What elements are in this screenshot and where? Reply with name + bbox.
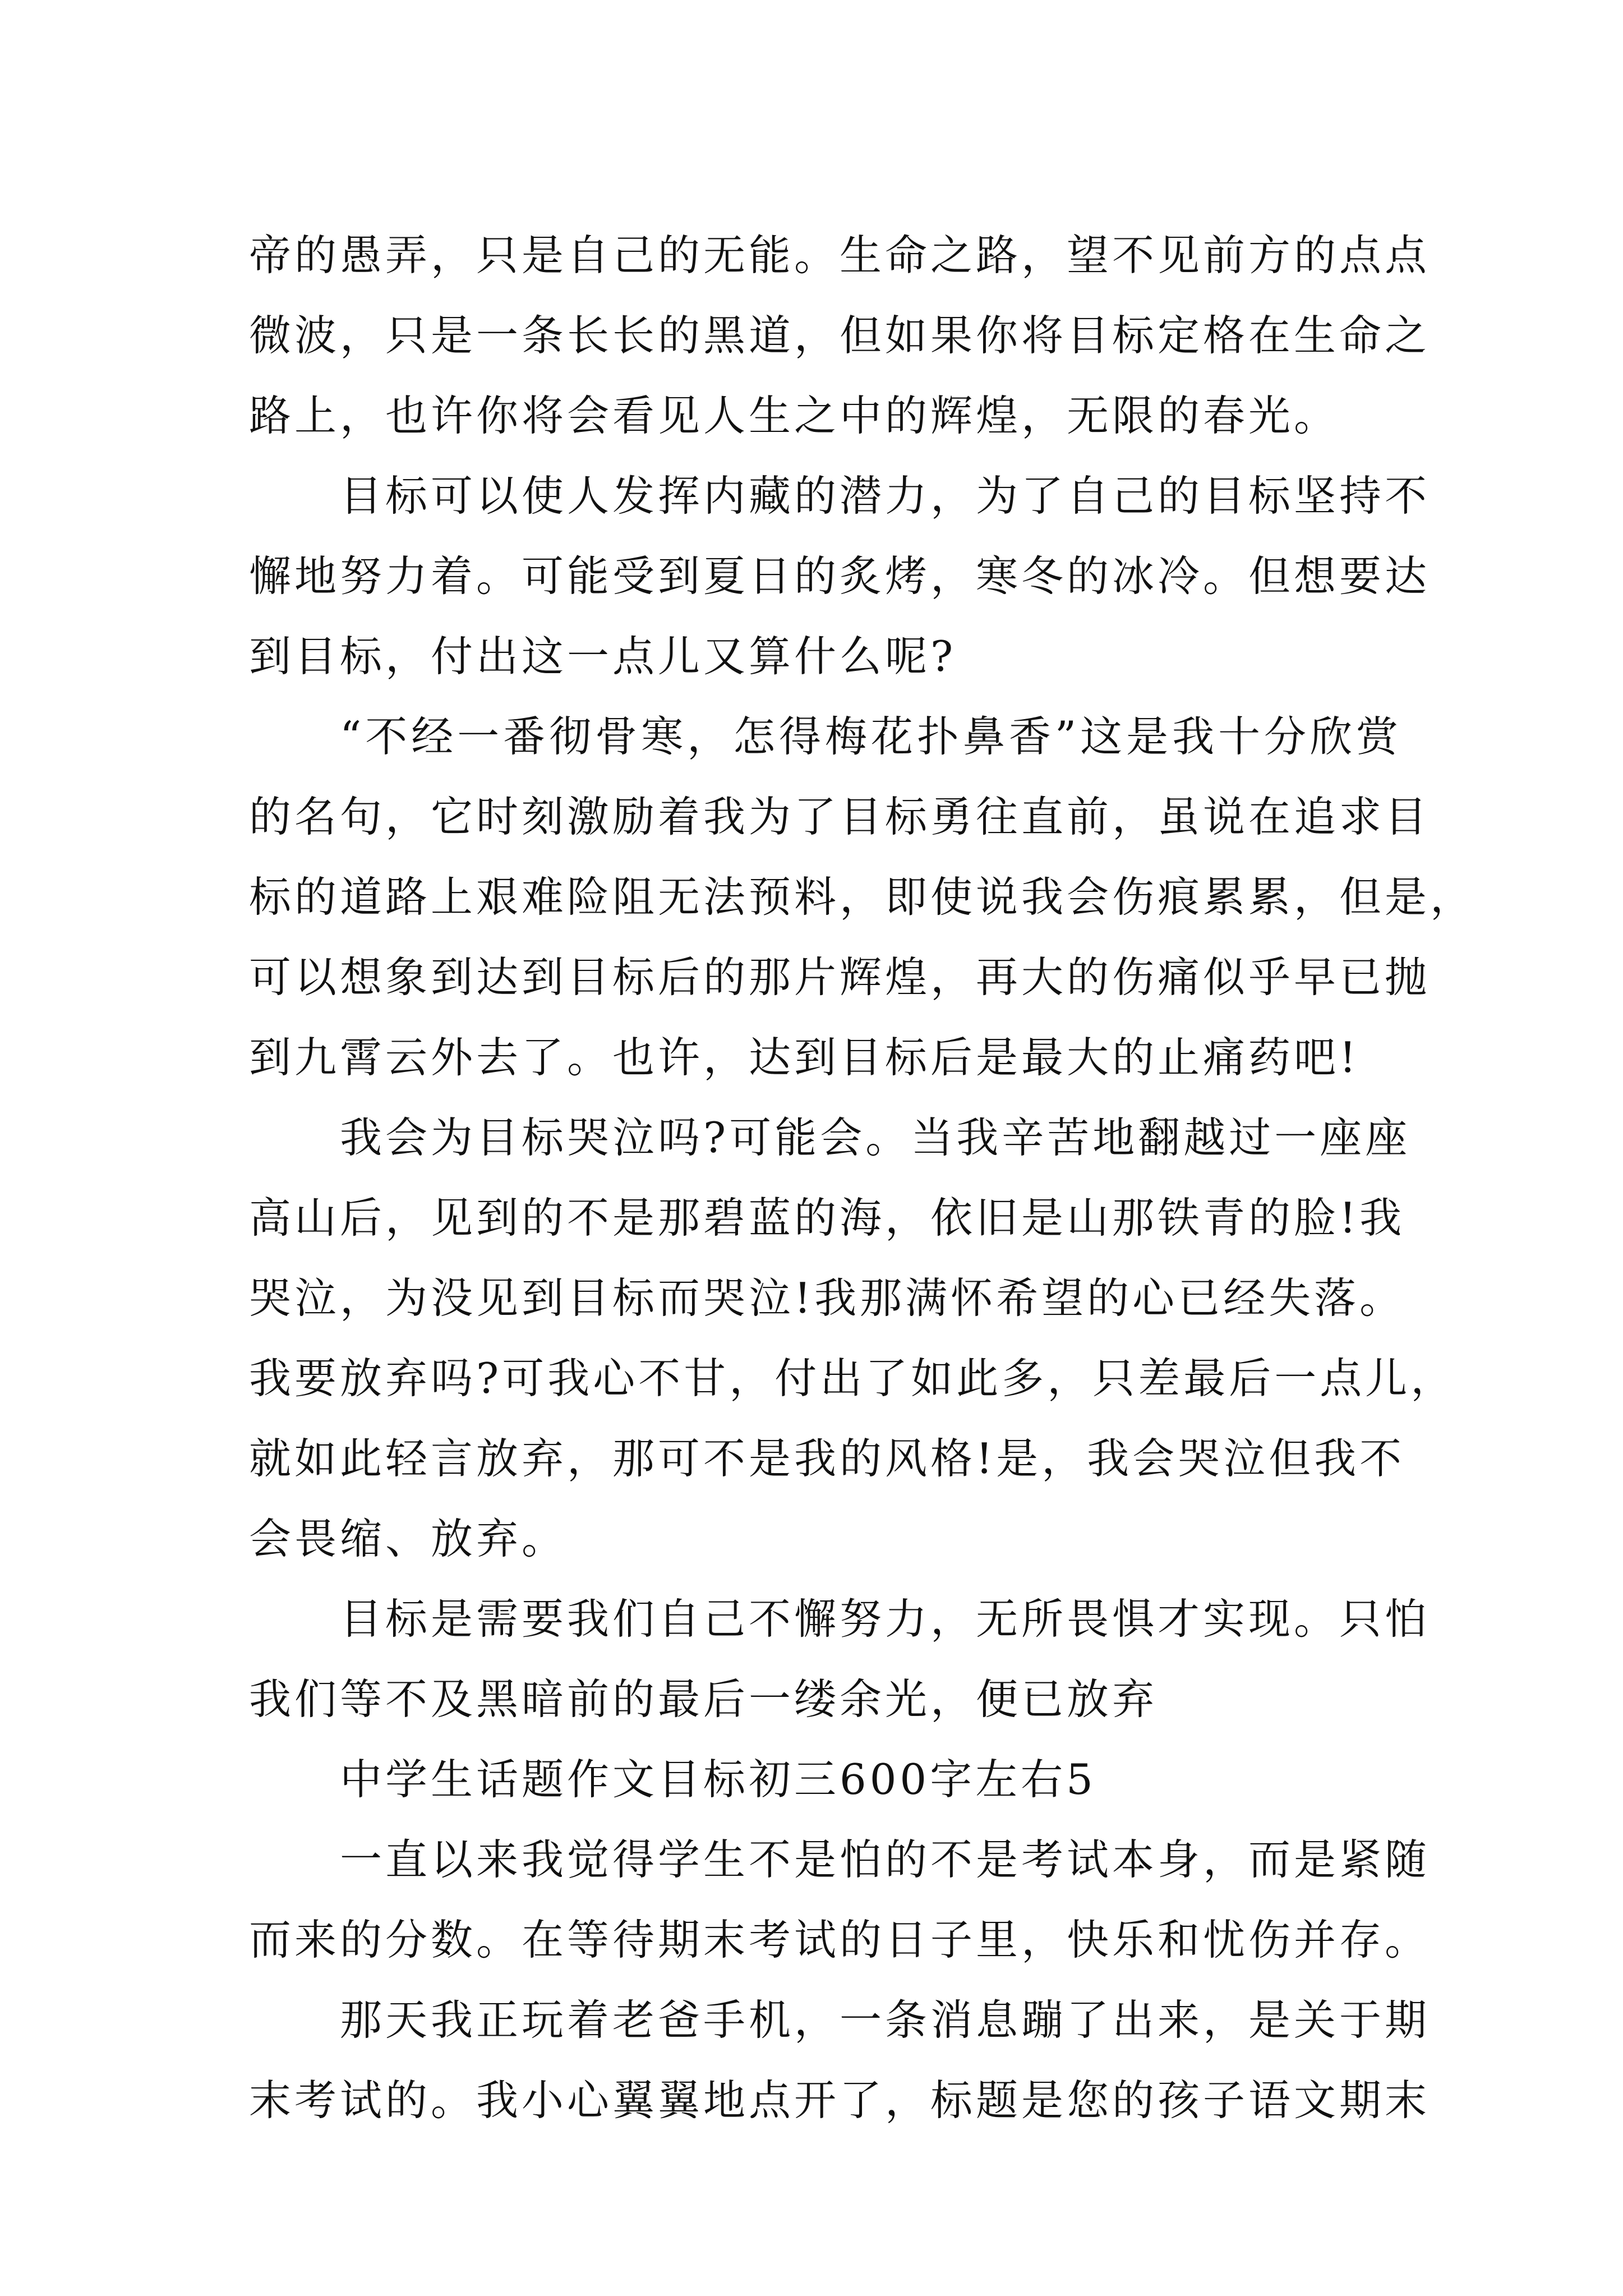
text-line: 那天我正玩着老爸手机，一条消息蹦了出来，是关于期 — [340, 1995, 1431, 2045]
text-line: “不经一番彻骨寒，怎得梅花扑鼻香”这是我十分欣赏 — [340, 712, 1401, 761]
text-line: 我们等不及黑暗前的最后一缕余光，便已放弃 — [249, 1674, 1158, 1724]
text-line: 中学生话题作文目标初三600字左右5 — [340, 1755, 1096, 1804]
document-body — [249, 215, 1476, 2141]
text-line: 目标是需要我们自己不懈努力，无所畏惧才实现。只怕 — [340, 1594, 1431, 1644]
text-line: 会畏缩、放弃。 — [249, 1514, 568, 1563]
text-line: 而来的分数。在等待期末考试的日子里，快乐和忧伤并存。 — [249, 1915, 1431, 1964]
text-line: 高山后，见到的不是那碧蓝的海，依旧是山那铁青的脸!我 — [249, 1193, 1405, 1243]
text-line: 路上，也许你将会看见人生之中的辉煌，无限的春光。 — [249, 391, 1340, 440]
text-line: 到目标，付出这一点儿又算什么呢? — [249, 632, 957, 681]
text-line: 我要放弃吗?可我心不甘，付出了如此多，只差最后一点儿， — [249, 1354, 1456, 1403]
text-line: 到九霄云外去了。也许，达到目标后是最大的止痛药吧! — [249, 1033, 1360, 1082]
text-line: 就如此轻言放弃，那可不是我的风格!是，我会哭泣但我不 — [249, 1434, 1405, 1483]
text-line: 哭泣，为没见到目标而哭泣!我那满怀希望的心已经失落。 — [249, 1273, 1405, 1323]
text-line: 可以想象到达到目标后的那片辉煌，再大的伤痛似乎早已抛 — [249, 953, 1431, 1002]
text-line: 懈地努力着。可能受到夏日的炙烤，寒冬的冰冷。但想要达 — [249, 551, 1431, 601]
text-line: 的名句，它时刻激励着我为了目标勇往直前，虽说在追求目 — [249, 792, 1431, 841]
text-line: 目标可以使人发挥内藏的潜力，为了自己的目标坚持不 — [340, 471, 1431, 521]
text-line: 末考试的。我小心翼翼地点开了，标题是您的孩子语文期末 — [249, 2076, 1431, 2125]
text-line: 一直以来我觉得学生不是怕的不是考试本身，而是紧随 — [340, 1835, 1431, 1884]
text-line: 我会为目标哭泣吗?可能会。当我辛苦地翻越过一座座 — [340, 1113, 1411, 1162]
text-line: 帝的愚弄，只是自己的无能。生命之路，望不见前方的点点 — [249, 231, 1431, 280]
text-line: 微波，只是一条长长的黑道，但如果你将目标定格在生命之 — [249, 311, 1431, 360]
text-line: 标的道路上艰难险阻无法预料，即使说我会伤痕累累，但是， — [249, 872, 1476, 922]
